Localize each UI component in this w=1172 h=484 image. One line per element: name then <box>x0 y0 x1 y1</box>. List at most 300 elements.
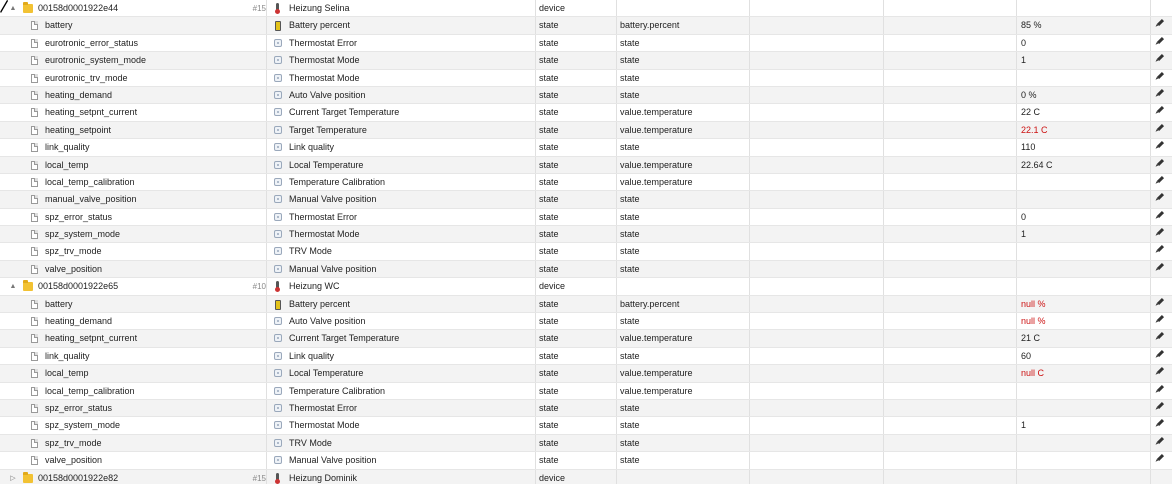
pencil-icon <box>1157 332 1164 339</box>
column-divider <box>1150 400 1151 416</box>
edit-button[interactable] <box>1155 365 1167 381</box>
column-divider <box>1016 313 1017 329</box>
column-divider <box>616 35 617 51</box>
file-icon-cell <box>31 417 41 433</box>
object-role: value.temperature <box>620 159 693 170</box>
column-divider <box>266 417 267 433</box>
object-type: state <box>539 176 559 187</box>
file-icon-cell <box>31 17 41 33</box>
object-type: state <box>539 298 559 309</box>
state-row[interactable] <box>0 452 1172 469</box>
state-title: Link quality <box>289 142 335 153</box>
child-count: #10 <box>252 282 266 292</box>
state-title: Thermostat Error <box>289 211 358 222</box>
object-type: state <box>539 211 559 222</box>
expand-arrow-icon[interactable]: ▲ <box>9 5 17 12</box>
column-divider <box>883 243 884 259</box>
state-row[interactable] <box>0 174 1172 191</box>
column-divider <box>1150 348 1151 364</box>
file-icon <box>31 230 38 239</box>
column-divider <box>883 296 884 312</box>
state-value: 22 C <box>1021 107 1041 118</box>
column-divider <box>616 0 617 16</box>
state-role-icon-cell <box>274 348 284 364</box>
column-divider <box>749 17 750 33</box>
file-icon <box>31 213 38 222</box>
state-row[interactable] <box>0 139 1172 156</box>
file-icon-cell <box>31 191 41 207</box>
state-row[interactable] <box>0 296 1172 313</box>
column-divider <box>749 174 750 190</box>
column-divider <box>266 209 267 225</box>
state-name: eurotronic_system_mode <box>45 55 147 66</box>
column-divider <box>1150 313 1151 329</box>
state-row[interactable] <box>0 243 1172 260</box>
column-divider <box>1150 435 1151 451</box>
file-icon <box>31 439 38 448</box>
state-value: 22.64 C <box>1021 159 1053 170</box>
folder-icon <box>23 4 33 13</box>
state-role-icon-cell <box>274 226 284 242</box>
state-row[interactable] <box>0 52 1172 69</box>
column-divider <box>535 313 536 329</box>
state-title: Battery percent <box>289 298 351 309</box>
edit-button[interactable] <box>1155 174 1167 190</box>
state-icon <box>274 439 282 447</box>
state-name: local_temp <box>45 159 89 170</box>
edit-button[interactable] <box>1155 209 1167 225</box>
column-divider <box>1016 383 1017 399</box>
state-name: heating_setpnt_current <box>45 333 138 344</box>
column-divider <box>1150 52 1151 68</box>
column-divider <box>1150 226 1151 242</box>
pencil-icon <box>1157 419 1164 426</box>
edit-button[interactable] <box>1155 157 1167 173</box>
state-value: 0 % <box>1021 89 1037 100</box>
edit-button[interactable] <box>1155 87 1167 103</box>
column-divider <box>883 435 884 451</box>
object-role: state <box>620 420 640 431</box>
column-divider <box>883 261 884 277</box>
object-role: state <box>620 455 640 466</box>
device-id: 00158d0001922e82 <box>38 472 119 483</box>
column-divider <box>1150 383 1151 399</box>
state-role-icon-cell <box>274 330 284 346</box>
state-name: heating_setpoint <box>45 124 112 135</box>
folder-icon <box>23 282 33 291</box>
state-icon <box>274 352 282 360</box>
state-icon <box>274 143 282 151</box>
column-divider <box>616 330 617 346</box>
state-name: link_quality <box>45 142 90 153</box>
column-divider <box>1016 209 1017 225</box>
column-divider <box>883 313 884 329</box>
pencil-icon <box>1157 124 1164 131</box>
child-count: #15 <box>252 473 266 483</box>
object-type: state <box>539 55 559 66</box>
state-name: spz_trv_mode <box>45 437 102 448</box>
edit-button[interactable] <box>1155 35 1167 51</box>
state-value <box>1021 261 1121 277</box>
state-role-icon-cell <box>274 174 284 190</box>
state-row[interactable] <box>0 35 1172 52</box>
state-row[interactable] <box>0 209 1172 226</box>
state-role-icon-cell <box>274 122 284 138</box>
column-divider <box>266 261 267 277</box>
state-name: heating_demand <box>45 89 113 100</box>
object-type: state <box>539 107 559 118</box>
column-divider <box>749 243 750 259</box>
state-role-icon-cell <box>274 243 284 259</box>
state-name: eurotronic_error_status <box>45 37 139 48</box>
column-divider <box>883 417 884 433</box>
edit-button[interactable] <box>1155 348 1167 364</box>
state-icon <box>274 213 282 221</box>
column-divider <box>1150 296 1151 312</box>
state-name: battery <box>45 298 73 309</box>
column-divider <box>749 226 750 242</box>
column-divider <box>1150 417 1151 433</box>
state-title: Local Temperature <box>289 368 364 379</box>
state-role-icon-cell <box>274 157 284 173</box>
state-value <box>1021 400 1121 416</box>
column-divider <box>266 348 267 364</box>
file-icon <box>31 56 38 65</box>
state-row[interactable] <box>0 226 1172 243</box>
column-divider <box>616 226 617 242</box>
state-role-icon-cell <box>274 191 284 207</box>
file-icon-cell <box>31 104 41 120</box>
edit-button[interactable] <box>1155 296 1167 312</box>
state-row[interactable] <box>0 383 1172 400</box>
column-divider <box>535 104 536 120</box>
state-icon <box>274 126 282 134</box>
file-icon-cell <box>31 243 41 259</box>
column-divider <box>266 0 267 16</box>
state-name: valve_position <box>45 455 103 466</box>
device-role-icon-cell <box>274 0 284 16</box>
column-divider <box>749 191 750 207</box>
column-divider <box>749 0 750 16</box>
column-divider <box>535 348 536 364</box>
state-title: Manual Valve position <box>289 455 377 466</box>
edit-button[interactable] <box>1155 435 1167 451</box>
file-icon <box>31 143 38 152</box>
state-row[interactable] <box>0 70 1172 87</box>
pencil-icon <box>1157 437 1164 444</box>
object-role: battery.percent <box>620 20 680 31</box>
device-role-icon-cell <box>274 278 284 294</box>
state-value: 21 C <box>1021 333 1041 344</box>
edit-button[interactable] <box>1155 122 1167 138</box>
column-divider <box>1016 243 1017 259</box>
object-role: value.temperature <box>620 368 693 379</box>
column-divider <box>1016 157 1017 173</box>
column-divider <box>266 435 267 451</box>
state-value <box>1021 174 1121 190</box>
edit-button[interactable] <box>1155 452 1167 468</box>
column-divider <box>616 70 617 86</box>
state-row[interactable] <box>0 122 1172 139</box>
state-icon <box>274 230 282 238</box>
column-divider <box>535 330 536 346</box>
column-divider <box>883 157 884 173</box>
state-row[interactable] <box>0 365 1172 382</box>
column-divider <box>749 209 750 225</box>
file-icon-cell <box>31 296 41 312</box>
file-icon <box>31 387 38 396</box>
state-row[interactable] <box>0 348 1172 365</box>
collapse-arrow-icon[interactable]: ▷ <box>10 474 16 482</box>
edit-button[interactable] <box>1155 52 1167 68</box>
device-row[interactable] <box>0 470 1172 484</box>
object-role: value.temperature <box>620 176 693 187</box>
state-value <box>1021 383 1121 399</box>
object-type: state <box>539 368 559 379</box>
device-row[interactable] <box>0 278 1172 295</box>
column-divider <box>266 330 267 346</box>
column-divider <box>266 313 267 329</box>
state-icon <box>274 387 282 395</box>
column-divider <box>616 296 617 312</box>
object-role: state <box>620 89 640 100</box>
edit-button[interactable] <box>1155 243 1167 259</box>
column-divider <box>1016 174 1017 190</box>
column-divider <box>1150 122 1151 138</box>
state-row[interactable] <box>0 261 1172 278</box>
state-icon <box>274 334 282 342</box>
edit-button[interactable] <box>1155 313 1167 329</box>
object-type: state <box>539 402 559 413</box>
state-role-icon-cell <box>274 452 284 468</box>
state-value: 1 <box>1021 229 1027 240</box>
file-icon-cell <box>31 70 41 86</box>
state-value: 110 <box>1021 142 1036 153</box>
state-row[interactable] <box>0 17 1172 34</box>
state-icon <box>274 265 282 273</box>
column-divider <box>883 70 884 86</box>
state-title: Auto Valve position <box>289 89 366 100</box>
column-divider <box>535 417 536 433</box>
pencil-icon <box>1157 193 1164 200</box>
file-icon-cell <box>31 52 41 68</box>
column-divider <box>616 191 617 207</box>
state-row[interactable] <box>0 417 1172 434</box>
folder-icon-cell <box>23 278 35 294</box>
state-icon <box>274 369 282 377</box>
object-role: state <box>620 316 640 327</box>
edit-button[interactable] <box>1155 17 1167 33</box>
state-icon <box>274 178 282 186</box>
column-divider <box>1016 452 1017 468</box>
state-row[interactable] <box>0 435 1172 452</box>
edit-button[interactable] <box>1155 104 1167 120</box>
column-divider <box>266 17 267 33</box>
column-divider <box>266 174 267 190</box>
state-title: Thermostat Mode <box>289 55 360 66</box>
column-divider <box>1150 452 1151 468</box>
object-role: state <box>620 72 640 83</box>
column-divider <box>266 191 267 207</box>
state-row[interactable] <box>0 400 1172 417</box>
column-divider <box>266 70 267 86</box>
file-icon-cell <box>31 330 41 346</box>
object-type: state <box>539 246 559 257</box>
column-divider <box>749 35 750 51</box>
state-role-icon-cell <box>274 261 284 277</box>
edit-button[interactable] <box>1155 383 1167 399</box>
state-role-icon-cell <box>274 383 284 399</box>
column-divider <box>1016 104 1017 120</box>
state-row[interactable] <box>0 330 1172 347</box>
object-role: value.temperature <box>620 107 693 118</box>
file-icon <box>31 265 38 274</box>
edit-button[interactable] <box>1155 191 1167 207</box>
state-role-icon-cell <box>274 104 284 120</box>
edit-button[interactable] <box>1155 400 1167 416</box>
pencil-icon <box>1157 106 1164 113</box>
column-divider <box>883 348 884 364</box>
edit-button[interactable] <box>1155 70 1167 86</box>
column-divider <box>616 17 617 33</box>
state-value <box>1021 452 1121 468</box>
edit-button[interactable] <box>1155 139 1167 155</box>
file-icon <box>31 247 38 256</box>
state-value: 1 <box>1021 420 1027 431</box>
state-icon <box>274 108 282 116</box>
edit-button[interactable] <box>1155 261 1167 277</box>
object-role: state <box>620 229 640 240</box>
column-divider <box>616 417 617 433</box>
column-divider <box>749 278 750 294</box>
state-icon <box>274 456 282 464</box>
object-type: state <box>539 229 559 240</box>
expand-arrow-icon[interactable]: ▲ <box>9 283 17 291</box>
column-divider <box>749 452 750 468</box>
column-divider <box>749 296 750 312</box>
folder-icon <box>23 474 33 483</box>
column-divider <box>266 365 267 381</box>
column-divider <box>749 313 750 329</box>
column-divider <box>749 139 750 155</box>
column-divider <box>1016 191 1017 207</box>
column-divider <box>1150 17 1151 33</box>
state-role-icon-cell <box>274 296 284 312</box>
file-icon-cell <box>31 87 41 103</box>
pencil-icon <box>1157 19 1164 26</box>
object-type: state <box>539 124 559 135</box>
state-value <box>1021 70 1121 86</box>
column-divider <box>616 365 617 381</box>
file-icon-cell <box>31 383 41 399</box>
file-icon-cell <box>31 122 41 138</box>
state-icon <box>274 317 282 325</box>
column-divider <box>1016 87 1017 103</box>
pencil-icon <box>1157 350 1164 357</box>
state-name: link_quality <box>45 350 90 361</box>
column-divider <box>616 383 617 399</box>
edit-button[interactable] <box>1155 226 1167 242</box>
device-row[interactable] <box>0 0 1172 17</box>
state-icon <box>274 39 282 47</box>
object-type: state <box>539 437 559 448</box>
pencil-icon <box>1157 176 1164 183</box>
thermostat-icon <box>276 3 279 11</box>
state-icon <box>274 91 282 99</box>
object-type: state <box>539 159 559 170</box>
state-row[interactable] <box>0 104 1172 121</box>
column-divider <box>749 52 750 68</box>
state-title: Auto Valve position <box>289 316 366 327</box>
state-icon <box>274 74 282 82</box>
column-divider <box>883 365 884 381</box>
state-title: Current Target Temperature <box>289 333 400 344</box>
column-divider <box>883 383 884 399</box>
column-divider <box>1016 0 1017 16</box>
column-divider <box>616 261 617 277</box>
column-divider <box>1016 35 1017 51</box>
column-divider <box>535 435 536 451</box>
object-type: state <box>539 20 559 31</box>
column-divider <box>535 383 536 399</box>
state-name: valve_position <box>45 263 103 274</box>
column-divider <box>1150 174 1151 190</box>
column-divider <box>1016 400 1017 416</box>
column-divider <box>616 400 617 416</box>
pencil-icon <box>1157 367 1164 374</box>
edit-button[interactable] <box>1155 417 1167 433</box>
column-divider <box>1016 417 1017 433</box>
state-row[interactable] <box>0 191 1172 208</box>
column-divider <box>535 209 536 225</box>
column-divider <box>535 35 536 51</box>
object-role: state <box>620 263 640 274</box>
column-divider <box>1016 226 1017 242</box>
column-divider <box>883 452 884 468</box>
file-icon <box>31 161 38 170</box>
edit-button[interactable] <box>1155 330 1167 346</box>
state-value: 22.1 C <box>1021 124 1048 135</box>
column-divider <box>535 17 536 33</box>
object-type: state <box>539 455 559 466</box>
state-row[interactable] <box>0 87 1172 104</box>
folder-icon-cell <box>23 0 35 16</box>
state-value: null % <box>1021 316 1046 327</box>
state-title: Link quality <box>289 350 335 361</box>
pencil-icon <box>1157 245 1164 252</box>
state-row[interactable] <box>0 157 1172 174</box>
file-icon <box>31 334 38 343</box>
state-value: 0 <box>1021 37 1027 48</box>
state-title: Thermostat Error <box>289 37 358 48</box>
column-divider <box>1016 122 1017 138</box>
state-role-icon-cell <box>274 70 284 86</box>
file-icon <box>31 317 38 326</box>
column-divider <box>266 226 267 242</box>
state-name: local_temp <box>45 368 89 379</box>
column-divider <box>883 209 884 225</box>
file-icon-cell <box>31 452 41 468</box>
state-title: Thermostat Error <box>289 402 358 413</box>
column-divider <box>749 470 750 484</box>
state-title: Manual Valve position <box>289 263 377 274</box>
column-divider <box>749 330 750 346</box>
pencil-icon <box>1157 72 1164 79</box>
state-row[interactable] <box>0 313 1172 330</box>
device-role-icon-cell <box>274 470 284 484</box>
column-divider <box>1150 243 1151 259</box>
column-divider <box>1016 365 1017 381</box>
